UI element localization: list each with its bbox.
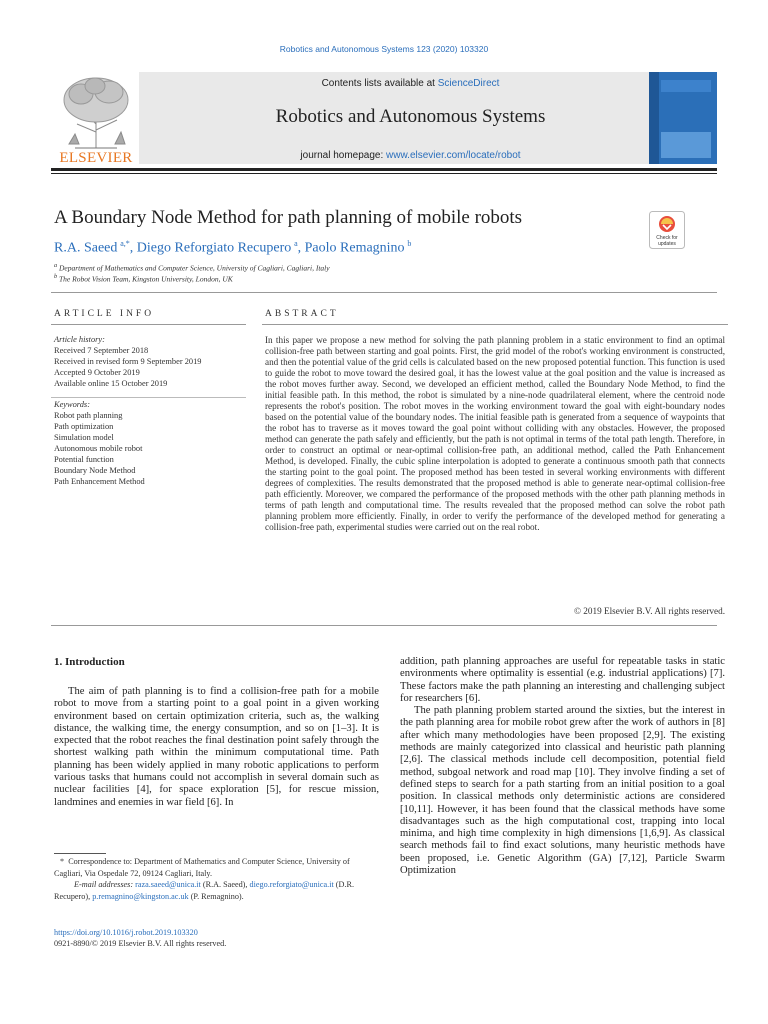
author-3-marks[interactable]: b — [407, 239, 412, 248]
keywords-label: Keywords: — [54, 400, 90, 409]
author-list: R.A. Saeed $^{a,*}$, Diego Reforgiato Recupero $^a$, Paolo Remagnino $^b$ — [54, 239, 412, 256]
body-column-left — [54, 686, 379, 809]
affiliation-b — [54, 273, 233, 284]
paper-title: A Boundary Node Method for path planning of mobile robots — [54, 207, 523, 228]
journal-masthead — [51, 72, 717, 164]
footnote-mark: * — [60, 857, 65, 866]
history-online: Available online 15 October 2019 — [54, 379, 168, 388]
elsevier-wordmark: ELSEVIER — [59, 150, 133, 166]
check-for-updates-badge[interactable] — [649, 211, 685, 249]
history-revised: Received in revised form 9 September 2019 — [54, 357, 202, 366]
keywords-rule — [51, 397, 246, 398]
journal-title[interactable]: Robotics and Autonomous Systems — [275, 106, 546, 127]
keyword: Path optimization — [54, 422, 114, 431]
footnote-correspondence — [54, 856, 379, 879]
author-1-marks[interactable]: a,* — [120, 239, 130, 248]
doi-link[interactable]: https://doi.org/10.1016/j.robot.2019.103320 — [54, 928, 198, 937]
issn-copyright-line: 0921-8890/© 2019 Elsevier B.V. All rights reserved. — [54, 939, 227, 948]
keywords-list — [54, 399, 249, 487]
intro-paragraph-1-continued: addition, path planning approaches are useful for repeatable tasks in static environments where optimality is essential (e.g. industrial applications) [7]. These factors make the path planning an interesting and challenging subject for researchers [6]. — [400, 656, 725, 704]
svg-text:updates: updates — [658, 241, 676, 247]
history-received: Received 7 September 2018 — [54, 346, 149, 355]
check-updates-label: Check for — [656, 235, 678, 241]
keyword: Robot path planning — [54, 411, 123, 420]
email-owner-saeed: (R.A. Saeed), — [202, 880, 248, 890]
abstract-rule — [262, 324, 728, 325]
intro-paragraph-1: The aim of path planning is to find a collision-free path for a mobile robot to move from a starting point to a goal point in a given working environment based on certain optimization criteria, such as, the walking distance, the walking time, the energy consumption, and so on [1–3]. It is expected that the robot reaches the final destination point safely through the shortest walking path within the minimum computational time. Path planning has been widely applied in many robotic applications to perform various tasks that humans could not accomplish in several domain such as nuclear facilities [4], for space exploration [5], for rescue mission, landmines and enemies in war field [6]. In — [54, 686, 379, 808]
homepage-prefix: journal homepage: — [300, 150, 387, 161]
author-2[interactable]: Diego Reforgiato Recupero — [136, 240, 292, 256]
footnote-correspondence-text: Correspondence to: Department of Mathematics and Computer Science, University of Cagliari, Via Ospedale 72, 09124 Cagliari, Italy. — [54, 857, 350, 878]
footnote-rule — [54, 853, 106, 854]
intro-paragraph-2: The path planning problem started around the sixties, but the interest in the path planning area for mobile robot grew after the work of authors in [8] after which many methodologies have been proposed [2,9]. The existing methods are mainly categorized into classical and heuristic path planning [2,6]. The classical methods include cell decomposition, potential field method, subgoal network and road map [10]. They involve finding a set of defined steps to search for a path starting from an initial position to a goal position. In classical methods only deterministic actions are considered [10,11]. However, it has been found that the classical methods have some disadvantages such as the high computational cost, trapping into local minima, and high time complexity in high dimensions [1,6,9]. As classical search methods fail to find exact solutions, many heuristic methods have been proposed, i.e. Genetic Algorithm (GA) [7,12], Particle Swarm Optimization — [400, 705, 725, 877]
keyword: Potential function — [54, 455, 114, 464]
journal-banner — [139, 72, 682, 164]
history-accepted: Accepted 9 October 2019 — [54, 368, 140, 377]
correspondence-footnote — [54, 856, 379, 902]
email-owner-recupero: (D.R. Recupero), — [54, 880, 354, 901]
author-3[interactable]: Paolo Remagnino — [304, 240, 405, 256]
journal-homepage-link[interactable]: www.elsevier.com/locate/robot — [386, 150, 521, 161]
email-link-remagnino[interactable]: p.remagnino@kingston.ac.uk — [92, 891, 189, 901]
abstract-copyright: © 2019 Elsevier B.V. All rights reserved. — [574, 606, 725, 616]
homepage-line — [139, 150, 682, 161]
masthead-rule-thick — [51, 168, 717, 171]
history-label: Article history: — [54, 335, 105, 344]
article-info-heading: ARTICLE INFO — [54, 309, 155, 319]
keyword: Boundary Node Method — [54, 466, 136, 475]
title-block-rule — [51, 292, 717, 293]
keyword: Autonomous mobile robot — [54, 444, 143, 453]
keyword: Path Enhancement Method — [54, 477, 145, 486]
keyword: Simulation model — [54, 433, 114, 442]
abstract-end-rule — [51, 625, 717, 626]
author-1[interactable]: R.A. Saeed — [54, 240, 118, 256]
author-2-marks[interactable]: a — [294, 239, 298, 248]
section-heading-introduction: 1. Introduction — [54, 656, 125, 668]
email-link-saeed[interactable]: raza.saeed@unica.it — [135, 880, 201, 890]
body-column-right — [400, 656, 725, 877]
journal-cover-image[interactable] — [649, 72, 717, 164]
affiliation-a — [54, 262, 330, 273]
contents-prefix: Contents lists available at — [321, 78, 438, 89]
abstract-heading: ABSTRACT — [265, 309, 339, 319]
email-label: E-mail addresses: — [74, 880, 134, 890]
affiliation-b-mark: b — [54, 273, 58, 280]
email-owner-remagnino: (P. Remagnino). — [190, 891, 244, 901]
email-link-recupero[interactable]: diego.reforgiato@unica.it — [249, 880, 334, 890]
contents-line — [139, 78, 682, 89]
running-head[interactable]: Robotics and Autonomous Systems 123 (2020) 103320 — [279, 44, 489, 54]
article-history — [54, 334, 249, 389]
masthead-rule-thin — [51, 173, 717, 174]
sciencedirect-link[interactable]: ScienceDirect — [437, 78, 500, 89]
abstract-text: In this paper we propose a new method for solving the path planning problem in a static environment to find an optimal collision-free path between starting and goal points. First, the grid model of the robot's working environment is constructed, and then the potential value of the grid cells is calculated based on the new proposed potential function. This function is used to guide the robot to move toward the desired goal, it has the lowest value at the goal position and the value is increased as the robot moves further away. Second, we developed an efficient method, called the Boundary Node Method, to find the initial feasible path. In this method, the robot is simulated by a nine-node quadrilateral element, where the centroid node represents the robot's position. The robot moves in the working environment toward the goal with eight-boundary nodes based on the potential value of the boundary nodes. The initial feasible path is generated from a sequence of waypoints that the robot has to traverse as it moves toward the goal point without colliding with any obstacles. However, the proposed method can generate the path safely and efficiently, but the path is not optimal in terms of the total path length. Therefore, in order to construct an optimal or near-optimal collision-free path, an additional method, called the Path Enhancement Method, is developed. Finally, the cubic spline interpolation is adopted to generate a continuous smooth path that connects the starting point to the goal point. The proposed method has been tested in several working environments with different degrees of complexities. The results demonstrated that the proposed method is able to generate near-optimal collision-free path efficiently. Moreover, we compared the performance of the proposed methods with the other path planning methods in terms of path length and computational time. The results revealed that the proposed method can solve the robot path planning problem more efficiently. Finally, in order to verify the performance of the developed method for generating a collision-free path, experimental studies were carried out on the real robot. — [265, 335, 725, 532]
article-info-rule — [51, 324, 246, 325]
footnote-emails — [54, 879, 379, 902]
affiliation-b-text: The Robot Vision Team, Kingston University, London, UK — [59, 274, 233, 284]
affiliation-a-text: Department of Mathematics and Computer Science, University of Cagliari, Cagliari, Italy — [59, 263, 330, 273]
affiliation-a-mark: a — [54, 262, 58, 269]
